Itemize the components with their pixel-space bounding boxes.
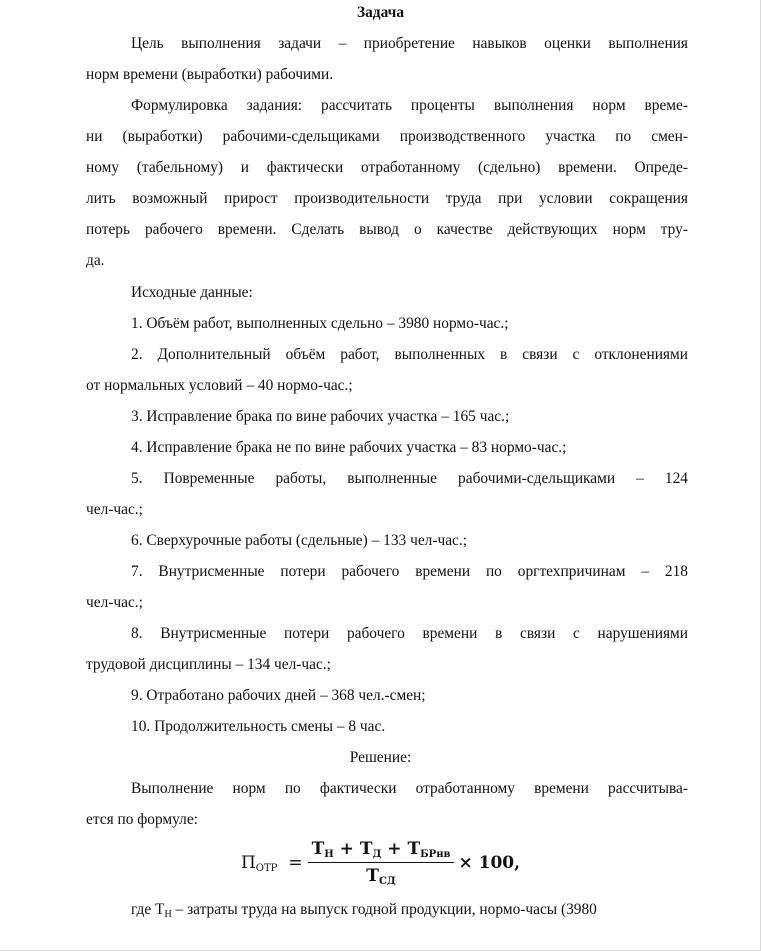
item-2-line-2: от нормальных условий – 40 нормо-час.; [86, 377, 353, 394]
item-8-line-1: 8. Внутрисменные потери рабочего времени в связи с нарушениями [131, 625, 688, 642]
definition-line: где $Т_Н$ – затраты труда на выпуск годной продукции, нормо-часы (3980 [131, 901, 597, 920]
item-9: 9. Отработано рабочих дней – 368 чел.-смен; [131, 687, 426, 704]
task-line-4: лить возможный прирост производительности труда при условии сокращения [86, 190, 688, 207]
item-8-line-2: трудовой дисциплины – 134 чел-час.; [86, 656, 331, 673]
item-7-line-1: 7. Внутрисменные потери рабочего времени по оргтехпричинам – 218 [131, 563, 688, 580]
formula-block [0, 836, 761, 890]
formula-lhs: $П_{ОТР}$ [240, 852, 278, 874]
item-1: 1. Объём работ, выполненных сдельно – 3980 нормо-час.; [131, 315, 509, 332]
formula-fraction [308, 839, 455, 887]
item-4: 4. Исправление брака не по вине рабочих участка – 83 нормо-час.; [131, 439, 567, 456]
item-2-line-1: 2. Дополнительный объём работ, выполненных в связи с отклонениями [131, 346, 688, 363]
formula-numerator: $Т_Н + Т_Д + Т_{БРнв}$ [308, 839, 455, 863]
formula-equals: = [288, 853, 303, 873]
task-line-3: ному (табельному) и фактически отработанному (сдельно) времени. Опреде- [86, 159, 688, 176]
solution-heading: Решение: [349, 749, 412, 766]
item-6: 6. Сверхурочные работы (сдельные) – 133 чел-час.; [131, 532, 467, 549]
task-line-1: Формулировка задания: рассчитать проценты выполнения норм време- [131, 97, 688, 114]
document-title: Задача [356, 4, 405, 21]
goal-line-2: норм времени (выработки) рабочими. [86, 66, 334, 83]
task-line-6: да. [86, 252, 105, 269]
solution-line-1: Выполнение норм по фактически отработанному времени рассчитыва- [131, 780, 688, 797]
source-data-heading: Исходные данные: [131, 284, 253, 301]
item-10: 10. Продолжительность смены – 8 час. [131, 718, 386, 735]
item-5-line-2: чел-час.; [86, 501, 143, 518]
task-line-2: ни (выработки) рабочими-сдельщиками производственного участка по смен- [86, 128, 688, 145]
task-line-5: потерь рабочего времени. Сделать вывод о качестве действующих норм тру- [86, 221, 688, 238]
formula-multiplier: × 100, [458, 853, 521, 873]
solution-line-2: ется по формуле: [86, 811, 198, 828]
item-7-line-2: чел-час.; [86, 594, 143, 611]
goal-line-1: Цель выполнения задачи – приобретение навыков оценки выполнения [131, 35, 688, 52]
item-3: 3. Исправление брака по вине рабочих участка – 165 час.; [131, 408, 510, 425]
item-5-line-1: 5. Повременные работы, выполненные рабочими-сдельщиками – 124 [131, 470, 688, 487]
formula-denominator: $Т_{СД}$ [366, 866, 396, 887]
